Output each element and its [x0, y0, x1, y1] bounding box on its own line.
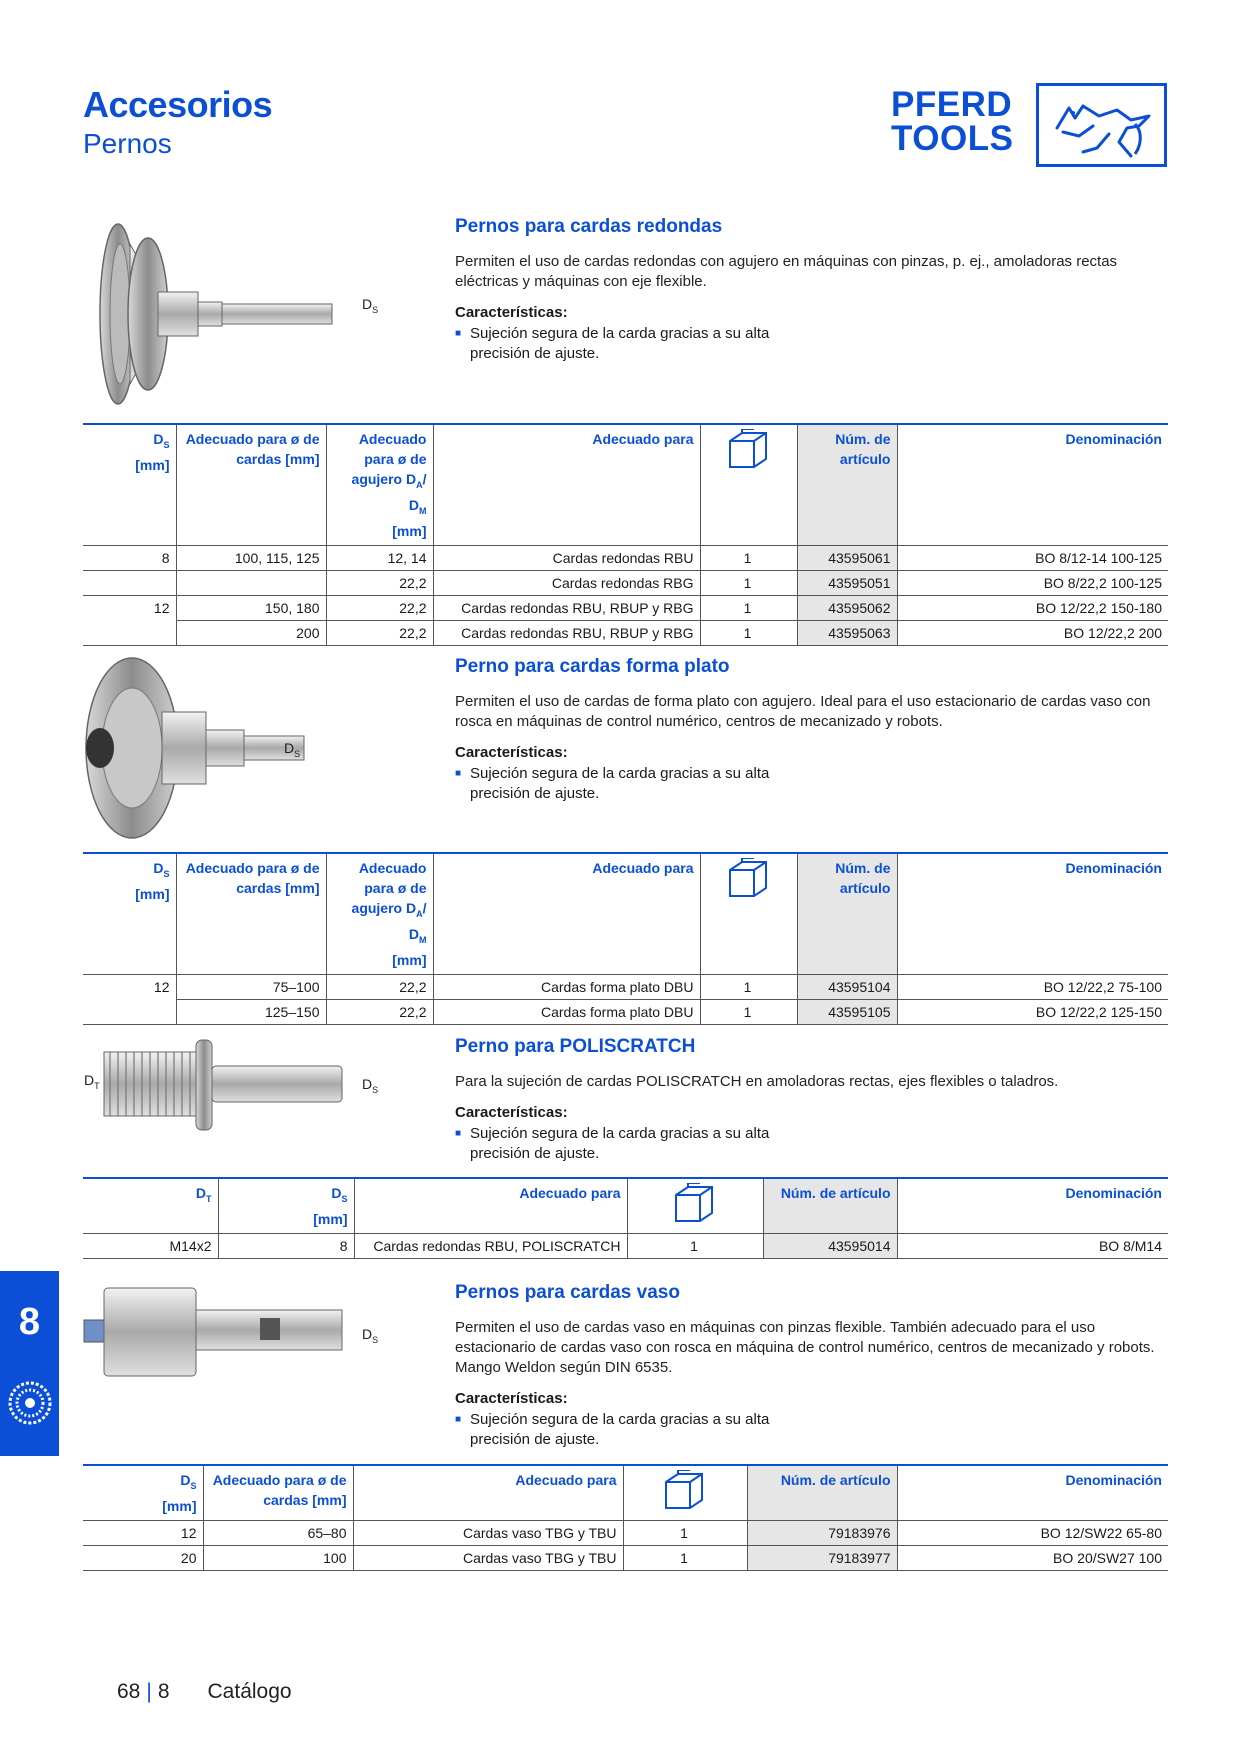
- footer-chapter: 8: [157, 1680, 170, 1703]
- col-ds: $D_S$ [mm]: [83, 424, 176, 545]
- dimension-ds-label: [362, 296, 378, 315]
- dimension-ds-label: [362, 1076, 378, 1095]
- feature-item-cup: ■ Sujeción segura de la carda gracias a su alta precisión de ajuste.: [455, 1410, 815, 1450]
- section-desc-poliscratch: Para la sujeción de cardas POLISCRATCH en amoladoras rectas, ejes flexibles o taladros.: [455, 1073, 1059, 1090]
- col-ds: $D_S$ [mm]: [83, 853, 176, 974]
- features-title-round: Características:: [455, 304, 568, 321]
- package-box-icon: [726, 858, 770, 898]
- section-desc-cup: Permiten el uso de cardas vaso en máquinas con pinzas flexible. También adecuado para el uso estacionario de cardas vaso con rosca en máquina de control numérico, centros de mecanizado y robots. Mango Weldon según DIN 6535.: [455, 1319, 1155, 1376]
- poliscratch-arbor-illustration: [100, 1036, 350, 1141]
- table-row: 22,2 Cardas redondas RBG 1 43595051 BO 8/22,2 100-125: [83, 570, 1168, 595]
- col-article: Núm. de artículo: [797, 853, 897, 974]
- table-cup-arbors: [83, 1464, 1168, 1571]
- col-hole: Adecuado para ø de agujero $D_A/$ $D_M$ [mm]: [326, 853, 433, 974]
- wire-wheel-icon: [8, 1381, 52, 1430]
- package-box-icon: [662, 1470, 706, 1510]
- logo-line-1: PFERD: [891, 85, 1013, 124]
- horse-logo-icon: [1036, 83, 1167, 167]
- feature-item-disc: ■ Sujeción segura de la carda gracias a su alta precisión de ajuste.: [455, 764, 815, 804]
- col-suit-diameter: Adecuado para ø de cardas [mm]: [203, 1465, 353, 1520]
- col-suit-diameter: Adecuado para ø de cardas [mm]: [176, 424, 326, 545]
- dim-sub: S: [372, 304, 379, 315]
- dim-letter: D: [362, 1326, 373, 1342]
- section-title-poliscratch: Perno para POLISCRATCH: [455, 1036, 696, 1057]
- col-denomination: Denominación: [897, 1465, 1168, 1520]
- col-package: [623, 1465, 747, 1520]
- table-round-arbors: [83, 423, 1168, 646]
- dimension-ds-label: [284, 740, 300, 759]
- table-row: 12 75–100 22,2 Cardas forma plato DBU 1 43595104 BO 12/22,2 75-100: [83, 974, 1168, 999]
- round-brush-arbor-illustration: [80, 214, 360, 419]
- section-desc-disc: Permiten el uso de cardas de forma plato con agujero. Ideal para el uso estacionario de cardas vaso con rosca en máquinas de control numérico, centros de mecanizado y robots.: [455, 693, 1151, 730]
- dim-letter: D: [84, 1072, 95, 1088]
- section-title-cup: Pernos para cardas vaso: [455, 1282, 680, 1303]
- logo-line-2: TOOLS: [891, 119, 1014, 158]
- col-package: [627, 1178, 763, 1233]
- page-subtitle: Pernos: [83, 128, 172, 159]
- section-title-round: Pernos para cardas redondas: [455, 216, 723, 237]
- dim-letter: D: [362, 1076, 373, 1092]
- dim-letter: D: [362, 296, 373, 312]
- table-disc-arbors: [83, 852, 1168, 1025]
- features-title-poliscratch: Características:: [455, 1104, 568, 1121]
- package-box-icon: [726, 429, 770, 469]
- disc-brush-arbor-illustration: [72, 654, 312, 849]
- features-title-disc: Características:: [455, 744, 568, 761]
- dimension-dt-label: [84, 1072, 100, 1091]
- table-row: 20 100 Cardas vaso TBG y TBU 1 79183977 BO 20/SW27 100: [83, 1545, 1168, 1570]
- table-poliscratch-arbors: [83, 1177, 1168, 1259]
- page-number: 68: [117, 1680, 141, 1703]
- col-denomination: Denominación: [897, 1178, 1168, 1233]
- feature-item-poliscratch: ■ Sujeción segura de la carda gracias a su alta precisión de ajuste.: [455, 1124, 815, 1164]
- col-package: [700, 424, 797, 545]
- col-article: Núm. de artículo: [747, 1465, 897, 1520]
- col-suitable: Adecuado para: [433, 853, 700, 974]
- col-denomination: Denominación: [897, 424, 1168, 545]
- dim-letter: D: [284, 740, 295, 756]
- table-row: 12 65–80 Cardas vaso TBG y TBU 1 79183976 BO 12/SW22 65-80: [83, 1520, 1168, 1545]
- col-article: Núm. de artículo: [763, 1178, 897, 1233]
- dimension-ds-label: [362, 1326, 378, 1345]
- col-denomination: Denominación: [897, 853, 1168, 974]
- dim-sub: S: [372, 1084, 379, 1095]
- table-row: 12 150, 180 22,2 Cardas redondas RBU, RBUP y RBG 1 43595062 BO 12/22,2 150-180: [83, 595, 1168, 620]
- page-title: Accesorios: [83, 84, 273, 125]
- dim-sub: S: [372, 1334, 379, 1345]
- col-article: Núm. de artículo: [797, 424, 897, 545]
- footer-label: Catálogo: [207, 1680, 292, 1703]
- col-ds: $D_S$ [mm]: [218, 1178, 354, 1233]
- cup-brush-arbor-illustration: [80, 1282, 350, 1387]
- col-dt: $D_T$: [83, 1178, 218, 1233]
- chapter-tab[interactable]: [0, 1271, 59, 1456]
- package-box-icon: [672, 1183, 716, 1223]
- features-title-cup: Características:: [455, 1390, 568, 1407]
- feature-item-round: ■ Sujeción segura de la carda gracias a su alta precisión de ajuste.: [455, 324, 815, 364]
- col-suitable: Adecuado para: [353, 1465, 623, 1520]
- page-footer: [117, 1680, 292, 1704]
- section-title-disc: Perno para cardas forma plato: [455, 656, 730, 677]
- brand-logo-text: [891, 85, 1014, 158]
- table-row: 200 22,2 Cardas redondas RBU, RBUP y RBG 1 43595063 BO 12/22,2 200: [83, 620, 1168, 645]
- col-package: [700, 853, 797, 974]
- table-row: 8 100, 115, 125 12, 14 Cardas redondas RBU 1 43595061 BO 8/12-14 100-125: [83, 545, 1168, 570]
- col-hole: Adecuado para ø de agujero $D_A/$ $D_M$ [mm]: [326, 424, 433, 545]
- col-ds: $D_S$ [mm]: [83, 1465, 203, 1520]
- table-row: 125–150 22,2 Cardas forma plato DBU 1 43595105 BO 12/22,2 125-150: [83, 999, 1168, 1024]
- section-desc-round: Permiten el uso de cardas redondas con agujero en máquinas con pinzas, p. ej., amoladoras rectas eléctricas y máquinas con eje flexible.: [455, 253, 1118, 290]
- col-suitable: Adecuado para: [354, 1178, 627, 1233]
- col-suit-diameter: Adecuado para ø de cardas [mm]: [176, 853, 326, 974]
- dim-sub: T: [94, 1080, 100, 1091]
- table-row: M14x2 8 Cardas redondas RBU, POLISCRATCH 1 43595014 BO 8/M14: [83, 1233, 1168, 1258]
- footer-divider: |: [146, 1680, 152, 1703]
- dim-sub: S: [294, 748, 301, 759]
- chapter-number: 8: [18, 1301, 41, 1343]
- col-suitable: Adecuado para: [433, 424, 700, 545]
